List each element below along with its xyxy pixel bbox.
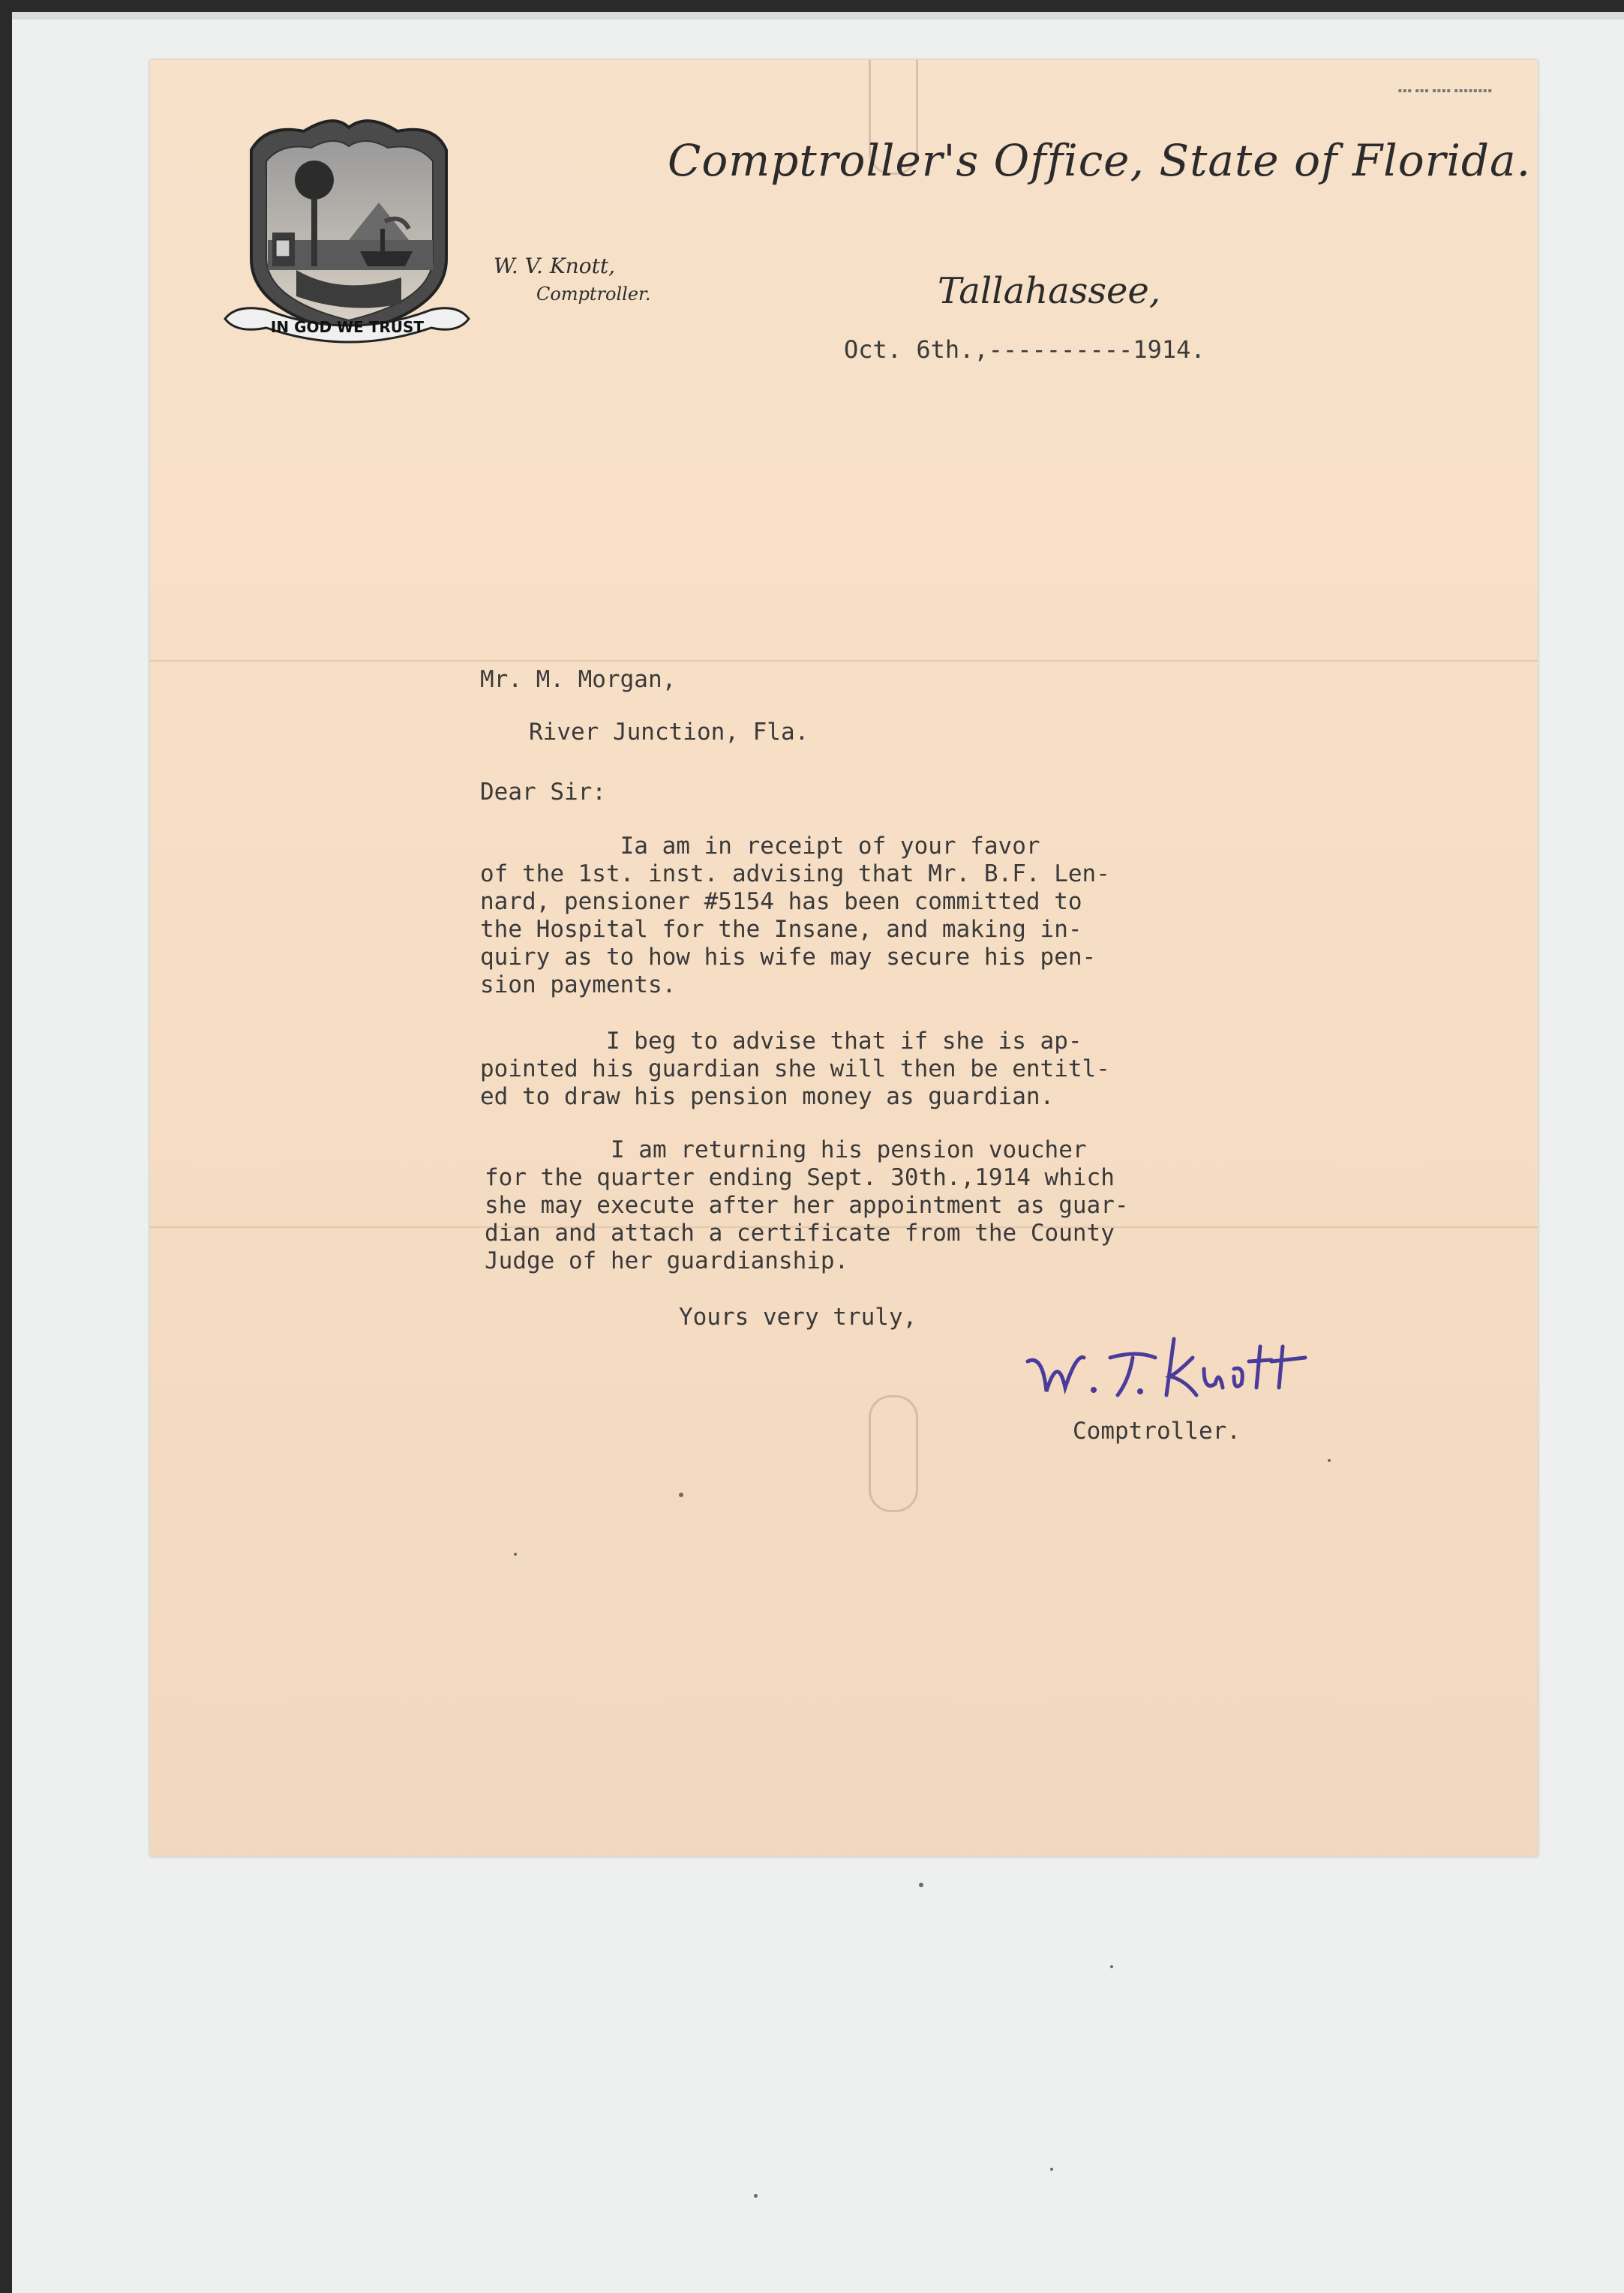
paper-speck <box>514 1553 517 1556</box>
scanner-frame-left <box>0 0 12 2293</box>
paperclip-mark <box>869 1395 918 1512</box>
letter-page <box>150 60 1538 1856</box>
seal-motto: IN GOD WE TRUST <box>270 318 425 336</box>
closing: Yours very truly, <box>679 1304 917 1331</box>
signature-title: Comptroller. <box>1073 1418 1241 1445</box>
scanner-strip <box>12 12 1624 20</box>
background-speck <box>1110 1965 1113 1968</box>
paper-speck <box>1328 1459 1331 1462</box>
background-speck <box>1050 2168 1053 2171</box>
background-speck <box>919 1883 923 1887</box>
body-paragraph-1: Ia am in receipt of your favor of the 1st. inst. advising that Mr. B.F. Len- nard, pensioner #5154 has been committed to the Hospital for the Insane, and making in- quiry as to how his wife may secure his pen- sion payments. <box>480 833 1110 998</box>
body-paragraph-2: I beg to advise that if she is ap- pointed his guardian she will then be entitl- ed to draw his pension money as guardian. <box>480 1028 1110 1110</box>
handwritten-signature <box>1013 1324 1343 1414</box>
paper-speck <box>679 1493 683 1497</box>
letterhead-role: Comptroller. <box>536 284 651 305</box>
letterhead-title: Comptroller's Office, State of Florida. <box>668 135 1532 186</box>
fold-line <box>150 660 1538 662</box>
body-paragraph-3: I am returning his pension voucher for the quarter ending Sept. 30th.,1914 which she may execute after her appointment as guar- dian and attach a certificate from the County Judge of her guardianship. <box>485 1136 1129 1274</box>
letterhead-name: W. V. Knott, <box>494 254 616 278</box>
letterhead-city: Tallahassee, <box>938 270 1161 312</box>
recipient-address: River Junction, Fla. <box>529 719 809 746</box>
florida-seal-icon <box>221 109 473 368</box>
recipient-name: Mr. M. Morgan, <box>480 666 677 693</box>
printer-mark: ▪▪▪ ▪▪▪ ▪▪▪▪ ▪▪▪▪▪▪▪▪ <box>1397 87 1493 94</box>
letter-date: Oct. 6th.,----------1914. <box>844 335 1205 364</box>
background-speck <box>754 2194 758 2198</box>
salutation: Dear Sir: <box>480 779 606 806</box>
scanner-frame-top <box>0 0 1624 12</box>
